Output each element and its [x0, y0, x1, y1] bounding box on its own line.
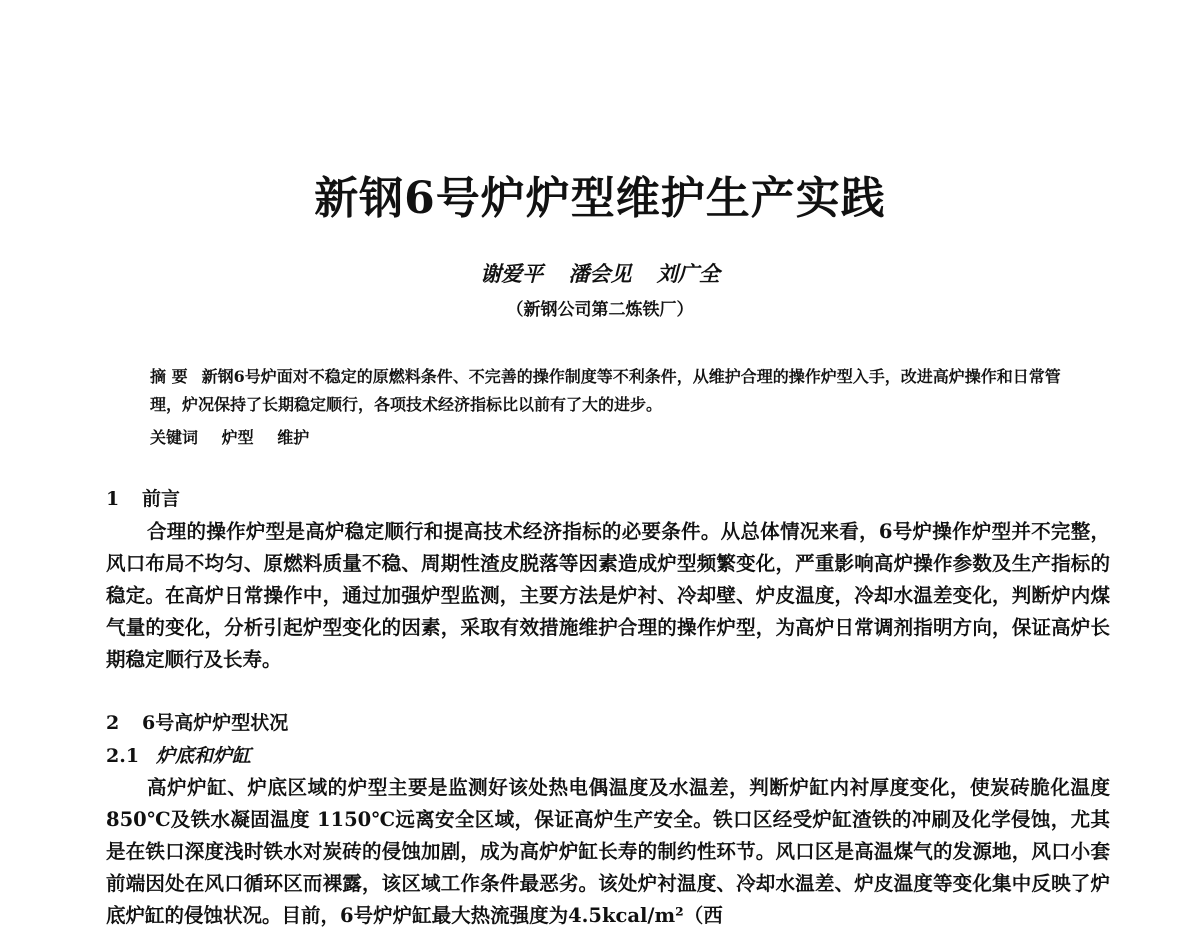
section-heading-1 [106, 484, 180, 511]
section-number: 1 [106, 488, 120, 510]
keywords-label: 关键词 [150, 428, 199, 447]
author-affiliation: （新钢公司第二炼铁厂） [506, 300, 694, 320]
section-title: 炉底和炉缸 [156, 745, 252, 767]
section-number: 2 [106, 712, 120, 734]
abstract [150, 363, 1070, 419]
paragraph-intro: 合理的操作炉型是高炉稳定顺行和提高技术经济指标的必要条件。从总体情况来看，6号炉操作炉型并不完整，风口布局不均匀、原燃料质量不稳、周期性渣皮脱落等因素造成炉型频繁变化，严重影响高炉操作参数及生产指标的稳定。在高炉日常操作中，通过加强炉型监测，主要方法是炉衬、冷却壁、炉皮温度，冷却水温差变化，判断炉内煤气量的变化，分析引起炉型变化的因素，采取有效措施维护合理的操作炉型，为高炉日常调剂指明方向，保证高炉长期稳定顺行及长寿。 [106, 520, 1110, 671]
author-list: 谢爱平 潘会见 刘广全 [480, 261, 720, 286]
paper-title: 新钢6号炉炉型维护生产实践 [314, 173, 886, 224]
section-number: 2.1 [106, 745, 140, 767]
keywords [150, 425, 1050, 448]
abstract-text: 新钢6号炉面对不稳定的原燃料条件、不完善的操作制度等不利条件，从维护合理的操作炉型入手，改进高炉操作和日常管理，炉况保持了长期稳定顺行，各项技术经济指标比以前有了大的进步。 [150, 367, 1061, 414]
section-title: 6号高炉炉型状况 [142, 712, 289, 734]
section-heading-2 [106, 708, 288, 735]
subsection-heading-2-1 [106, 741, 251, 768]
keyword-item: 炉型 [221, 428, 254, 447]
section-title: 前言 [142, 488, 181, 510]
abstract-label: 摘 要 [150, 367, 188, 386]
keyword-item: 维护 [277, 428, 310, 447]
paragraph-hearth: 高炉炉缸、炉底区域的炉型主要是监测好该处热电偶温度及水温差，判断炉缸内衬厚度变化，使炭砖脆化温度 850℃及铁水凝固温度 1150℃远离安全区域，保证高炉生产安全。铁口区经受炉缸渣铁的冲刷及化学侵蚀，尤其是在铁口深度浅时铁水对炭砖的侵蚀加剧，成为高炉炉缸长寿的制约性环节。风口区是高温煤气的发源地，风口小套前端因处在风口循环区而裸露，该区域工作条件最恶劣。该处炉衬温度、冷却水温差、炉皮温度等变化集中反映了炉底炉缸的侵蚀状况。目前，6号炉炉缸最大热流强度为4.5kcal/m²（西 [106, 776, 1110, 927]
